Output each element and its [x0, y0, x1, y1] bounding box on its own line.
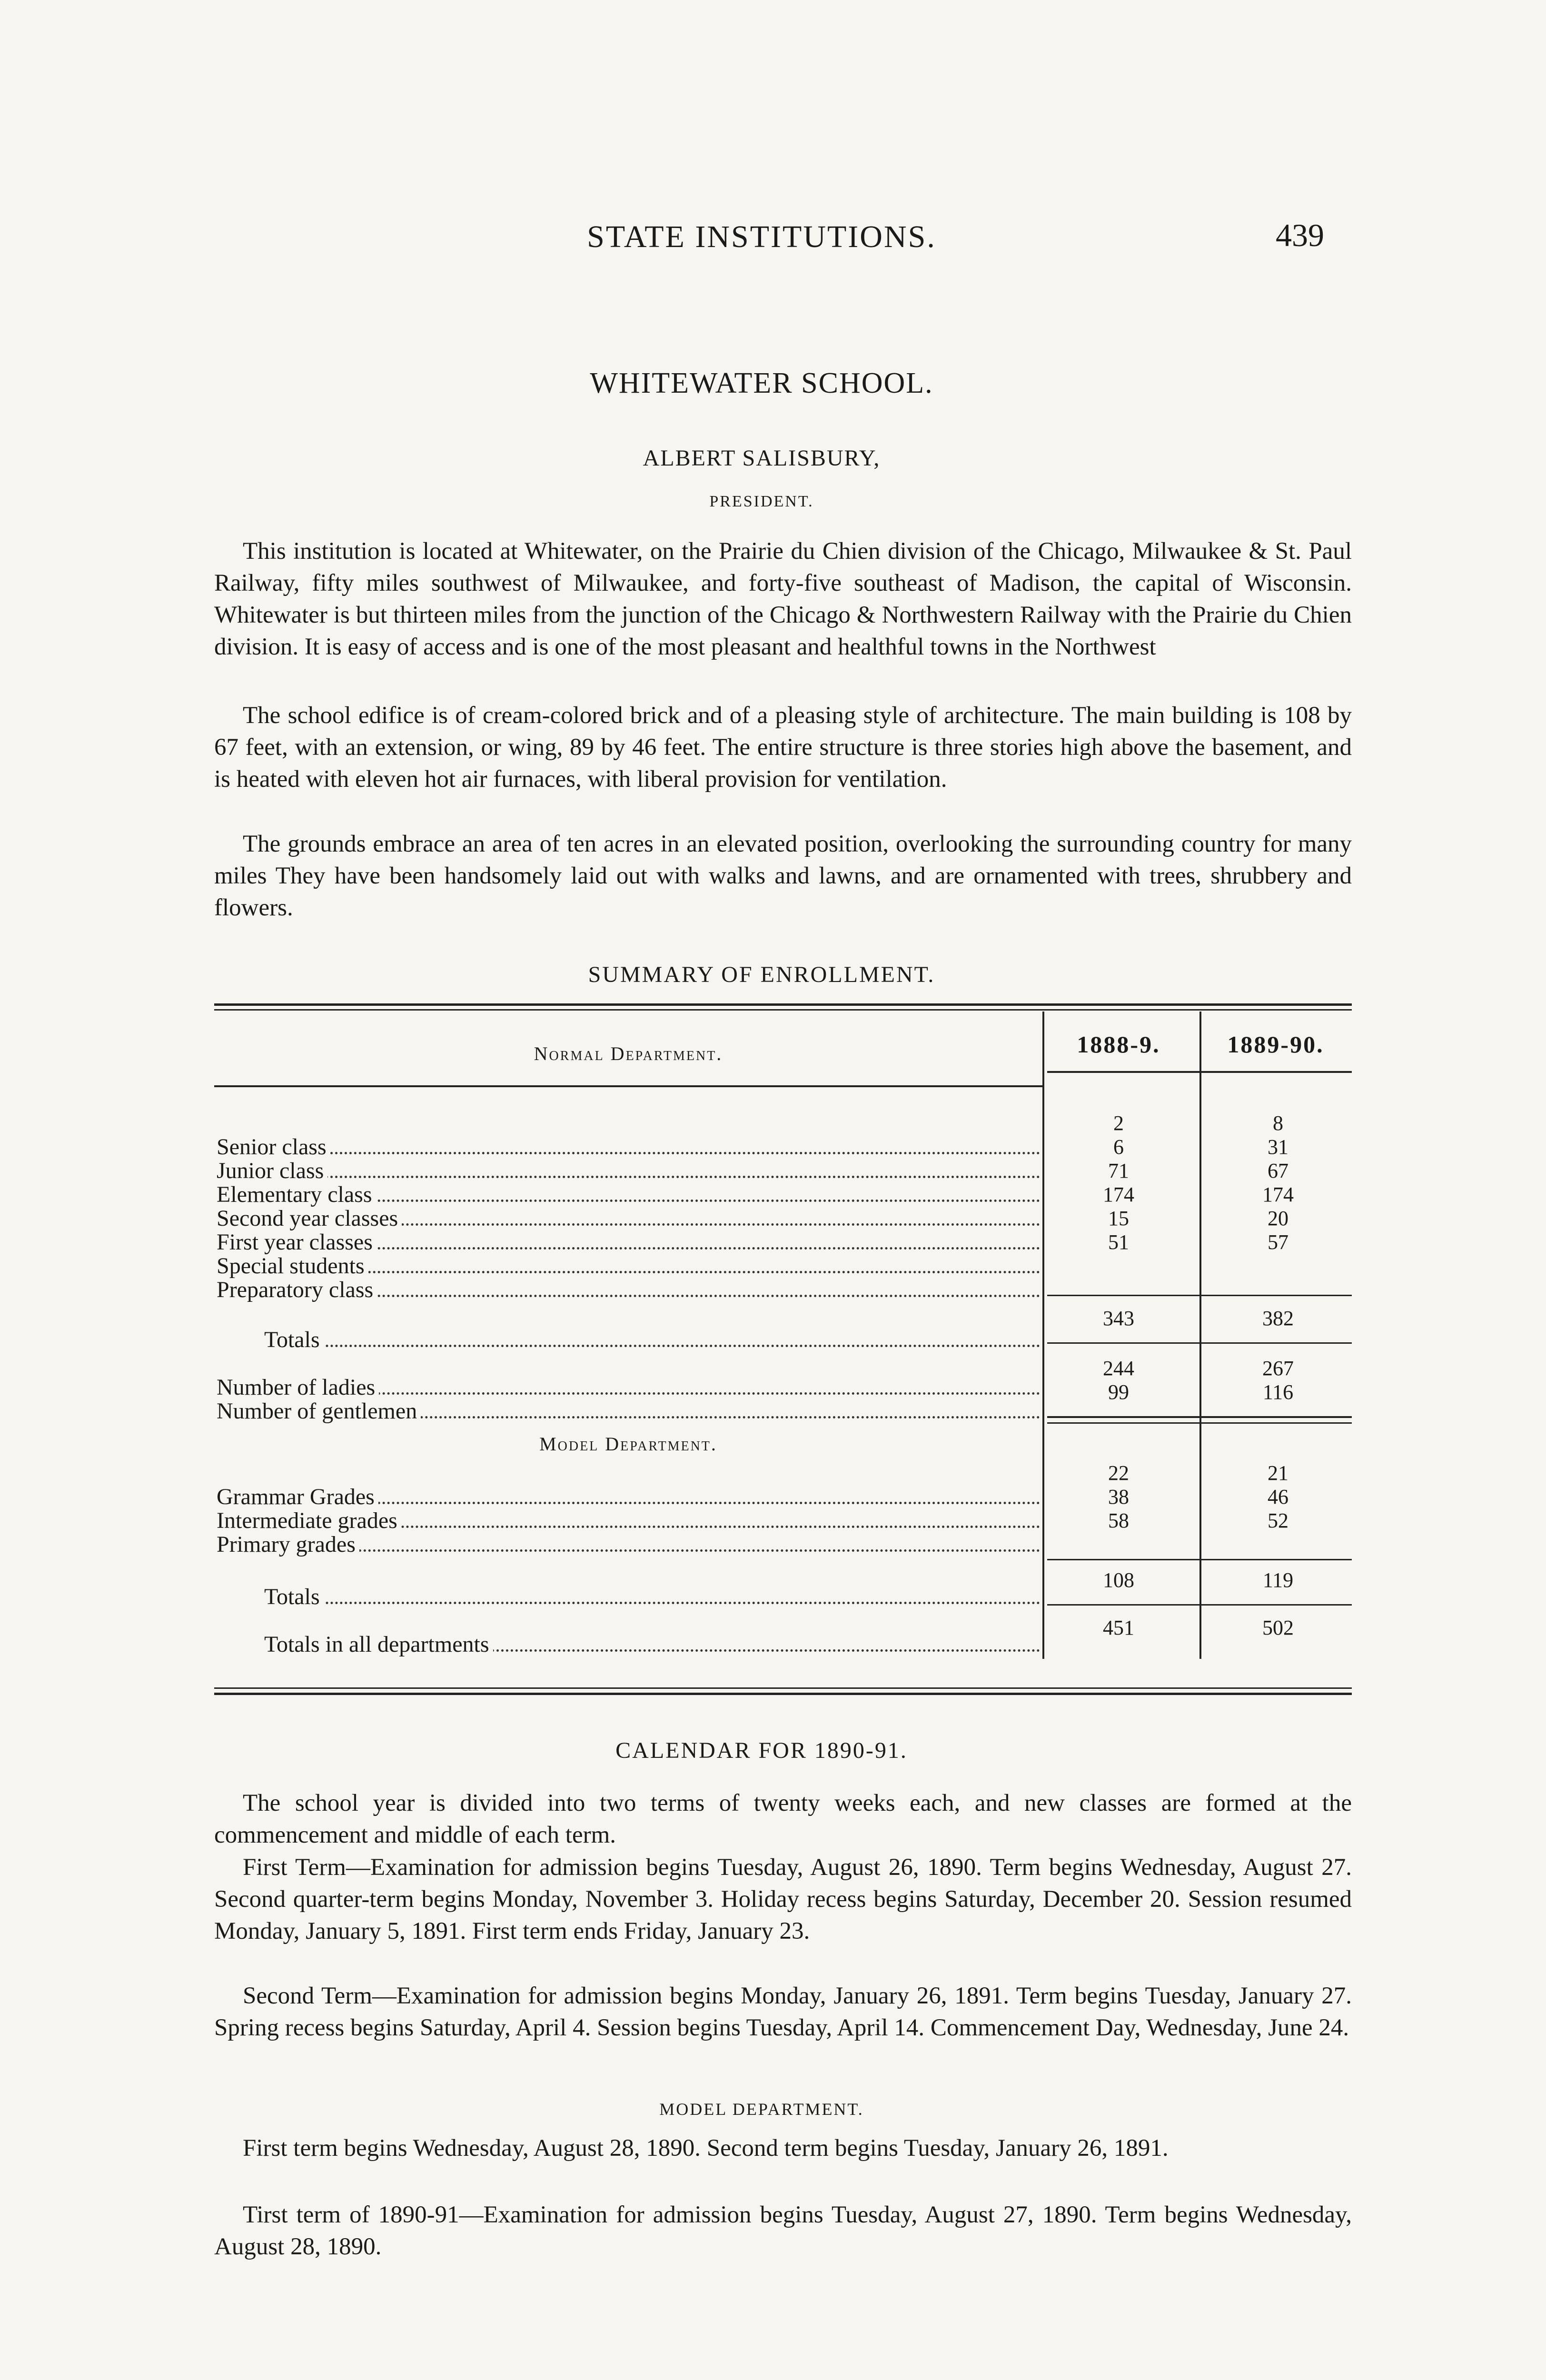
calendar-title: CALENDAR FOR 1890-91. — [615, 1738, 908, 1763]
president-role: PRESIDENT. — [709, 493, 814, 510]
table-row-label: Special students — [217, 1254, 1040, 1278]
normal-total-1888-9: 343 — [1103, 1307, 1134, 1330]
table-bottom-rule — [214, 1687, 1352, 1689]
table-row-label: First year classes — [217, 1230, 1040, 1254]
normal-department-heading: Normal Department. — [534, 1043, 723, 1064]
intro-paragraph-location: This institution is located at Whitewater, on the Prairie du Chien division of the Chicago, Milwaukee & St. Paul Railway, fifty miles southwest of Milwaukee, and forty-five southeast of Madison, the capital of Wisconsin. Whitewater is but thirteen miles from the junction of the Chicago & Northwestern Railway with the Prairie du Chien division. It is easy of access and is one of the most pleasant and healthful towns in the Northwest — [214, 538, 1352, 660]
table-cell: 67 — [1268, 1159, 1288, 1182]
all-total-1888-9: 451 — [1103, 1616, 1134, 1639]
table-cell: 174 — [1262, 1183, 1294, 1206]
table-cell: 71 — [1108, 1159, 1129, 1182]
table-cell: 20 — [1268, 1207, 1288, 1230]
model-calendar-paragraph-1: First term begins Wednesday, August 28, 1890. Second term begins Tuesday, January 26, 1891. — [243, 2135, 1169, 2162]
intro-paragraph-building: The school edifice is of cream-colored brick and of a pleasing style of architecture. The main building is 108 by 67 feet, with an extension, or wing, 89 by 46 feet. The entire structure is three stories high above the basement, and is heated with eleven hot air furnaces, with liberal provision for ventilation. — [214, 702, 1352, 793]
table-row-label: Junior class — [217, 1159, 1040, 1183]
table-cell: 22 — [1108, 1461, 1129, 1485]
school-title: WHITEWATER SCHOOL. — [590, 367, 933, 399]
table-cell: 6 — [1113, 1135, 1124, 1159]
table-cell: 15 — [1108, 1207, 1129, 1230]
model-calendar-paragraph-2: Tirst term of 1890-91—Examination for admission begins Tuesday, August 27, 1890. Term begins Wednesday, August 28, 1890. — [214, 2202, 1352, 2260]
table-cell: 58 — [1108, 1509, 1129, 1532]
table-cell: 38 — [1108, 1485, 1129, 1508]
normal-total-1889-90: 382 — [1262, 1307, 1294, 1330]
model-department-heading: Model Department. — [539, 1433, 717, 1455]
table-cell: 8 — [1273, 1111, 1283, 1135]
calendar-paragraph-terms: The school year is divided into two terms of twenty weeks each, and new classes are formed at the commencement and middle of each term. — [214, 1790, 1352, 1848]
table-row-label: Primary grades — [217, 1533, 1040, 1557]
column-divider-2 — [1199, 1012, 1201, 1659]
subtotal-rule — [1047, 1342, 1352, 1344]
normal-totals-label: Totals — [264, 1328, 1040, 1352]
table-row-label: Second year classes — [217, 1207, 1040, 1230]
intro-paragraph-grounds: The grounds embrace an area of ten acres in an elevated position, overlooking the surrounding country for many miles They have been handsomely laid out with walks and lawns, and are ornamented with trees, shrubbery and flowers. — [214, 831, 1352, 921]
calendar-paragraph-first-term: First Term—Examination for admission begins Tuesday, August 26, 1890. Term begins Wednesday, August 27. Second quarter-term begins Monday, November 3. Holiday recess begins Saturday, December 20. Session resumed Monday, January 5, 1891. First term ends Friday, January 23. — [214, 1854, 1352, 1944]
table-row-label: Intermediate grades — [217, 1509, 1040, 1533]
table-row-label: Elementary class — [217, 1183, 1040, 1207]
table-cell: 51 — [1108, 1230, 1129, 1254]
table-cell: 244 — [1103, 1357, 1134, 1380]
model-total-1889-90: 119 — [1262, 1568, 1294, 1592]
table-cell: 21 — [1268, 1461, 1288, 1485]
subtotal-rule — [1047, 1604, 1352, 1606]
section-rule-thin — [1047, 1422, 1352, 1424]
running-title: STATE INSTITUTIONS. — [587, 219, 936, 254]
subtotal-rule — [1047, 1295, 1352, 1296]
president-name: ALBERT SALISBURY, — [643, 446, 881, 471]
table-row-label: Number of ladies — [217, 1376, 1040, 1399]
column-divider-1 — [1042, 1012, 1044, 1659]
table-cell: 99 — [1108, 1380, 1129, 1404]
enrollment-title: SUMMARY OF ENROLLMENT. — [588, 962, 935, 987]
subtotal-rule — [1047, 1559, 1352, 1560]
table-cell: 174 — [1103, 1183, 1134, 1206]
table-row-label: Senior class — [217, 1135, 1040, 1159]
table-top-rule — [214, 1003, 1352, 1006]
table-top-rule-thin — [214, 1009, 1352, 1011]
model-total-1888-9: 108 — [1103, 1568, 1134, 1592]
header-rule — [214, 1085, 1042, 1087]
column-heading-1889-90: 1889-90. — [1227, 1031, 1324, 1058]
table-row-label: Grammar Grades — [217, 1485, 1040, 1509]
table-cell: 267 — [1262, 1357, 1294, 1380]
page-number: 439 — [1276, 217, 1324, 253]
table-cell: 116 — [1262, 1380, 1294, 1404]
model-totals-label: Totals — [264, 1585, 1040, 1609]
table-cell: 52 — [1268, 1509, 1288, 1532]
all-total-1889-90: 502 — [1262, 1616, 1294, 1639]
table-row-label: Number of gentlemen — [217, 1399, 1040, 1423]
table-cell: 31 — [1268, 1135, 1288, 1159]
model-department-calendar-title: MODEL DEPARTMENT. — [659, 2100, 864, 2119]
table-cell: 2 — [1113, 1111, 1124, 1135]
table-bottom-rule-thick — [214, 1693, 1352, 1695]
section-rule — [1047, 1416, 1352, 1418]
all-totals-label: Totals in all departments — [264, 1633, 1040, 1656]
calendar-paragraph-second-term: Second Term—Examination for admission begins Monday, January 26, 1891. Term begins Tuesday, January 27. Spring recess begins Saturday, April 4. Session begins Tuesday, April 14. Commencement Day, Wednesday, June 24. — [214, 1983, 1352, 2041]
column-heading-1888-9: 1888-9. — [1077, 1031, 1160, 1058]
table-cell: 46 — [1268, 1485, 1288, 1508]
table-row-label: Preparatory class — [217, 1278, 1040, 1302]
table-cell: 57 — [1268, 1230, 1288, 1254]
